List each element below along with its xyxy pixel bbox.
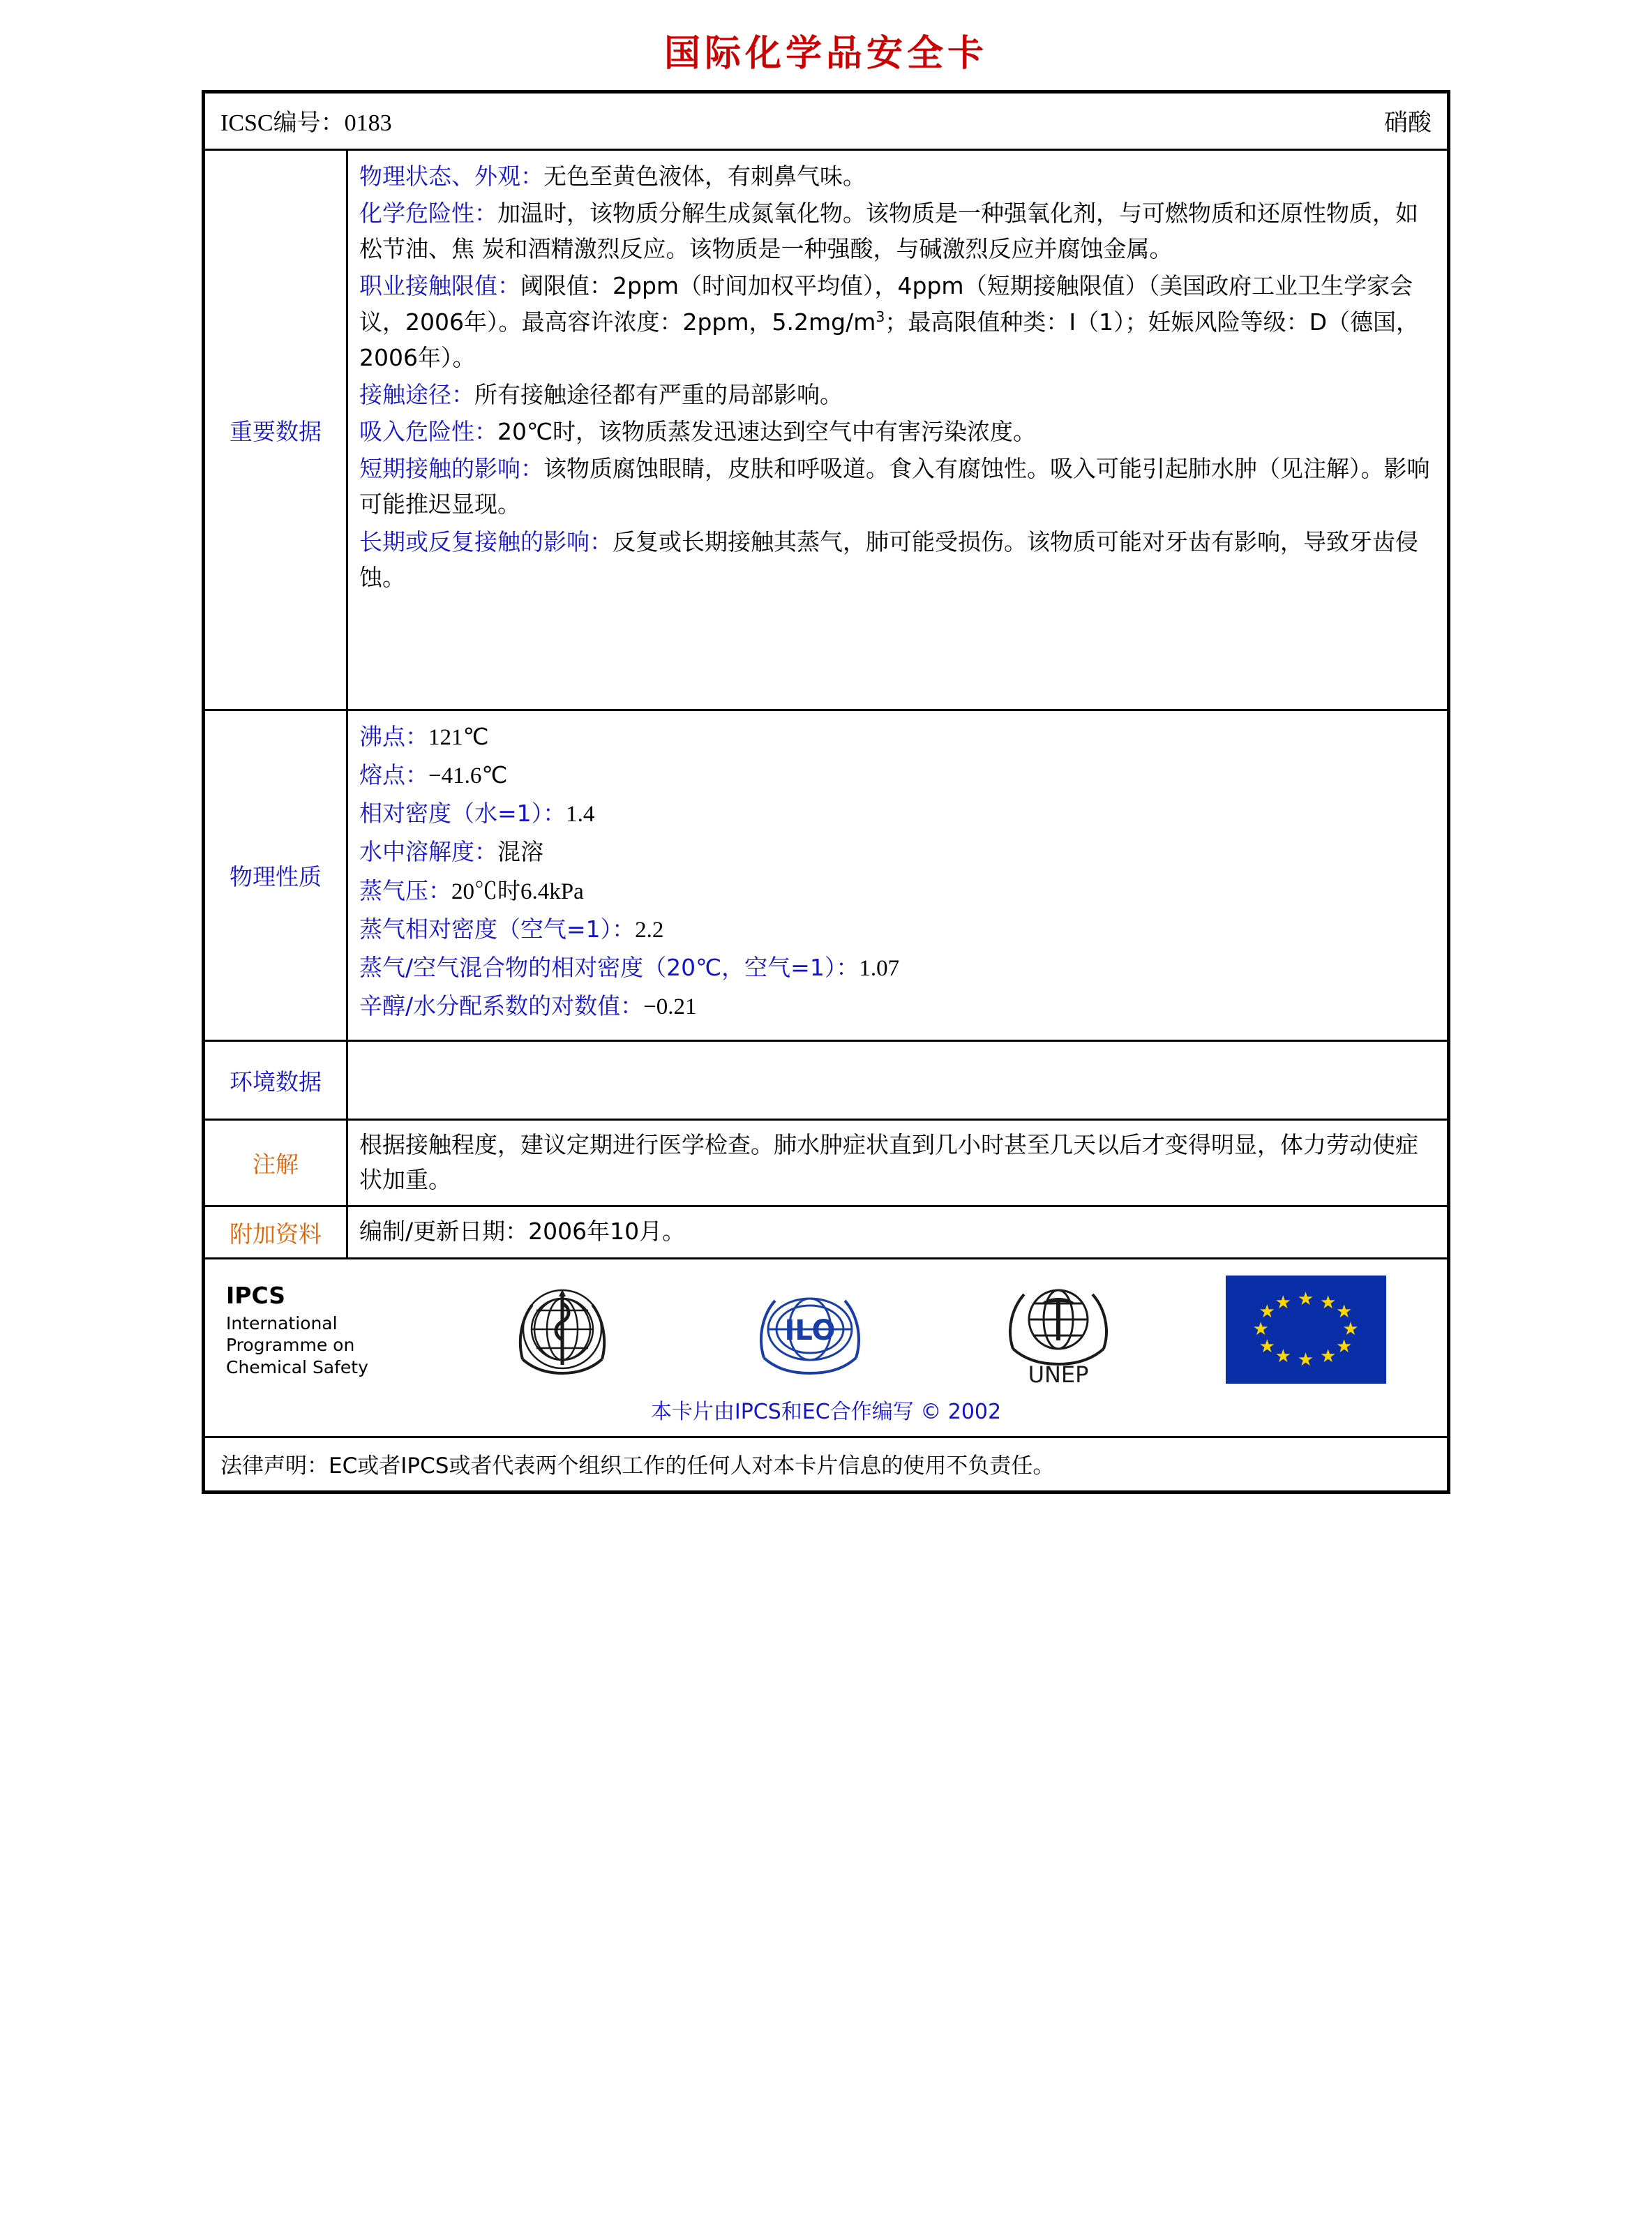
field-boiling-point-value: 121℃ (428, 725, 489, 750)
field-water-solubility-value: 混溶 (497, 838, 543, 866)
field-relative-density (359, 796, 1430, 832)
page-title: 国际化学品安全卡 (663, 33, 988, 75)
field-chemical-dangers-key: 化学危险性： (359, 200, 497, 227)
field-relative-density-key: 相对密度（水=1）： (359, 800, 566, 828)
field-boiling-point (359, 719, 1430, 755)
ipcs-subtitle-line2: Programme on (226, 1335, 355, 1356)
eu-flag-slot (1185, 1276, 1426, 1384)
section-label-important-data: 重要数据 (205, 151, 348, 709)
field-long-term-effects-key: 长期或反复接触的影响： (359, 528, 613, 555)
section-label-additional-information: 附加资料 (205, 1207, 348, 1257)
field-short-term-effects-value: 该物质腐蚀眼睛，皮肤和呼吸道。食入有腐蚀性。吸入可能引起肺水肿（见注解）。影响可能推迟显现。 (359, 455, 1430, 518)
ilo-logo-icon (746, 1276, 875, 1384)
icsc-card (202, 90, 1450, 1494)
ilo-logo-text: ILO (784, 1314, 836, 1347)
field-melting-point (359, 758, 1430, 793)
field-log-pow (359, 989, 1430, 1024)
field-vapour-pressure-value: 20℃时6.4kPa (451, 878, 584, 904)
section-label-physical-properties: 物理性质 (205, 711, 348, 1040)
section-important-data (205, 151, 1447, 711)
field-vapour-relative-density-value: 2.2 (635, 917, 664, 943)
field-physical-state-key: 物理状态、外观： (359, 163, 543, 190)
unep-logo-slot (938, 1272, 1178, 1387)
unep-logo-text: UNEP (1028, 1361, 1088, 1387)
field-melting-point-value: −41.6℃ (428, 763, 508, 789)
icsc-number-label: ICSC编号： (220, 110, 345, 136)
icsc-number-field (220, 103, 392, 137)
eu-flag-icon: ★ ★ ★ ★ ★ ★ ★ ★ ★ ★ ★ ★ (1226, 1276, 1386, 1384)
field-water-solubility-key: 水中溶解度： (359, 838, 497, 866)
field-chemical-dangers-value: 加温时，该物质分解生成氮氧化物。该物质是一种强氧化剂，与可燃物质和还原性物质，如松节油、焦 炭和酒精激烈反应。该物质是一种强酸，与碱激烈反应并腐蚀金属。 (359, 200, 1418, 263)
legal-notice-label: 法律声明： (220, 1453, 329, 1479)
field-inhalation-risk-value: 20℃时，该物质蒸发迅速达到空气中有害污染浓度。 (497, 418, 1037, 446)
field-occupational-exposure-limits-key: 职业接触限值： (359, 272, 520, 300)
field-water-solubility (359, 835, 1430, 870)
field-occupational-exposure-limits (359, 269, 1430, 375)
field-vapour-pressure-key: 蒸气压： (359, 876, 451, 904)
field-log-pow-key: 辛醇/水分配系数的对数值： (359, 992, 644, 1020)
section-body-physical-properties (348, 711, 1447, 1040)
field-vapour-air-mixture-density-key: 蒸气/空气混合物的相对密度（20℃，空气=1）： (359, 953, 859, 981)
field-short-term-effects (359, 451, 1430, 523)
field-occupational-exposure-limits-value: 阈限值：2ppm（时间加权平均值），4ppm（短期接触限值）（美国政府工业卫生学家会议，2006年）。最高容许浓度：2ppm，$5.2mg/m^3$；最高限值种类：Ⅰ（1）；妊娠风险等级：D（德国，2006年）。 (359, 272, 1420, 371)
field-vapour-pressure (359, 874, 1430, 909)
section-body-additional-information: 编制/更新日期：2006年10月。 (359, 1218, 686, 1246)
field-routes-of-exposure-value: 所有接触途径都有严重的局部影响。 (474, 380, 843, 408)
ipcs-title: IPCS (226, 1281, 286, 1309)
field-vapour-relative-density-key: 蒸气相对密度（空气=1）： (359, 915, 636, 943)
ipcs-block (226, 1281, 435, 1378)
section-notes (205, 1121, 1447, 1207)
field-melting-point-key: 熔点： (359, 761, 428, 789)
legal-notice-text: EC或者IPCS或者代表两个组织工作的任何人对本卡片信息的使用不负责任。 (329, 1453, 1055, 1479)
section-additional-information (205, 1207, 1447, 1259)
who-logo-slot (442, 1276, 683, 1384)
card-footer (205, 1259, 1447, 1438)
section-body-environmental-data (348, 1042, 1447, 1119)
section-body-important-data (348, 151, 1447, 709)
unep-logo-icon (992, 1272, 1125, 1387)
field-long-term-effects-value: 反复或长期接触其蒸气，肺可能受损伤。该物质可能对牙齿有影响，导致牙齿侵蚀。 (359, 528, 1418, 591)
icsc-number-value: 0183 (344, 110, 392, 136)
card-header (205, 94, 1447, 151)
field-long-term-effects (359, 525, 1430, 596)
legal-notice (205, 1438, 1447, 1490)
ipcs-subtitle-line3: Chemical Safety (226, 1356, 368, 1377)
field-log-pow-value: −0.21 (643, 994, 697, 1020)
field-routes-of-exposure-key: 接触途径： (359, 380, 474, 408)
section-body-notes: 根据接触程度，建议定期进行医学检查。肺水肿症状直到几小时甚至几天以后才变得明显，体力劳动使症状加重。 (359, 1131, 1418, 1193)
field-inhalation-risk (359, 414, 1430, 450)
field-routes-of-exposure (359, 377, 1430, 413)
footer-caption: 本卡片由IPCS和EC合作编写 © 2002 (650, 1399, 1002, 1424)
field-vapour-air-mixture-density (359, 950, 1430, 986)
field-chemical-dangers (359, 196, 1430, 267)
section-label-notes: 注解 (205, 1121, 348, 1205)
field-boiling-point-key: 沸点： (359, 723, 428, 750)
field-relative-density-value: 1.4 (566, 802, 595, 828)
who-logo-icon (502, 1276, 624, 1384)
substance-name: 硝酸 (1384, 109, 1432, 137)
section-label-environmental-data: 环境数据 (205, 1042, 348, 1119)
field-vapour-relative-density (359, 912, 1430, 948)
field-physical-state-value: 无色至黄色液体，有刺鼻气味。 (543, 163, 866, 190)
section-environmental-data (205, 1042, 1447, 1121)
section-physical-properties (205, 711, 1447, 1042)
footer-logo-row (205, 1259, 1447, 1390)
field-physical-state (359, 159, 1430, 195)
field-inhalation-risk-key: 吸入危险性： (359, 418, 497, 446)
field-short-term-effects-key: 短期接触的影响： (359, 455, 543, 483)
field-vapour-air-mixture-density-value: 1.07 (859, 955, 900, 981)
ilo-logo-slot (690, 1276, 931, 1384)
ipcs-subtitle-line1: International (226, 1313, 338, 1333)
